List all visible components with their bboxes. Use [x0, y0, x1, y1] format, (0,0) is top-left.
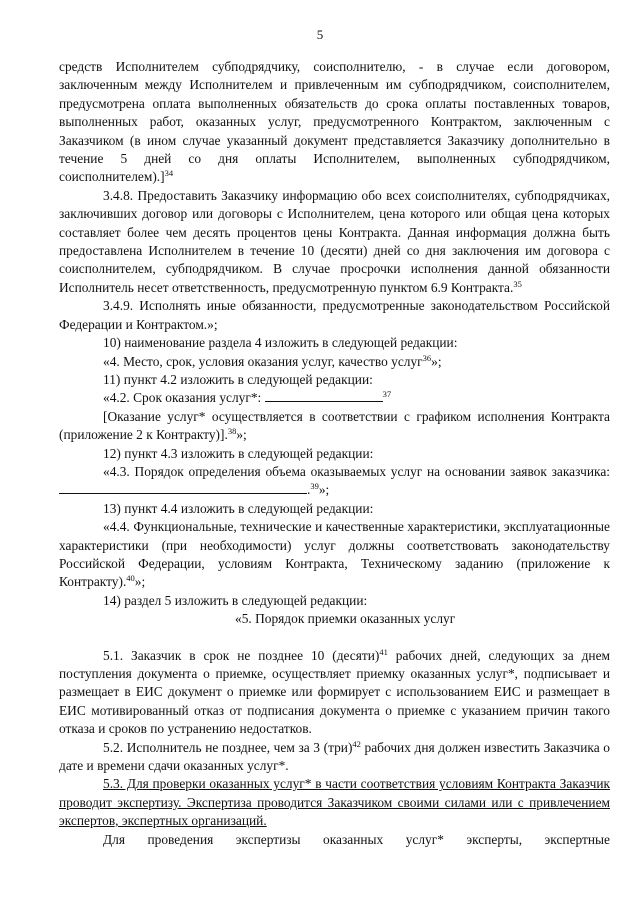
quote-end: »;: [134, 574, 146, 590]
footnote-ref-35[interactable]: 35: [513, 278, 522, 289]
fill-in-blank-line: [59, 481, 307, 494]
paragraph-text: «4.2. Срок оказания услуг*:: [103, 390, 265, 406]
footnote-ref-42[interactable]: 42: [352, 738, 361, 749]
paragraph-text: 5.3. Для проверки оказанных услуг* в части соответствия условиям Контракта Заказчик проводит экспертизу. Экспертиза проводится Заказчиком своими силами или с привлечением экспертов, экспертных организаций.: [59, 776, 610, 829]
quote-end: »;: [236, 427, 247, 443]
quote-end: »;: [431, 353, 442, 369]
footnote-ref-40[interactable]: 40: [126, 573, 135, 584]
amendment-12: 12) пункт 4.3 изложить в следующей редакции:: [103, 445, 374, 461]
clause-5-2: [59, 739, 610, 776]
fill-in-blank-line: [265, 389, 383, 402]
paragraph-expertise-continued: Для проведения экспертизы оказанных услуг* эксперты, экспертные: [103, 831, 610, 847]
clause-4-3: «4.3. Порядок определения объема оказываемых услуг на основании заявок заказчика: .$^{39}$»;: [59, 463, 610, 500]
amendment-13: 13) пункт 4.4 изложить в следующей редакции:: [103, 500, 374, 516]
footnote-ref-39[interactable]: 39: [310, 481, 319, 492]
clause-4-4: [59, 518, 610, 592]
blank-line-spacer: [59, 629, 610, 647]
paragraph-text: рабочих дней, следующих за днем поступления документа о приемке, осуществляет приемку оказанных услуг*, подписывает и размещает в ЕИС документ о приемке или формирует с использованием ЕИС и размещает в ЕИС мотивированный отказ от подписания документа о приемке с указанием причин такого отказа и сроков по устранению недостатков.: [59, 647, 610, 737]
clause-5-1: [59, 647, 610, 739]
paragraph-text: «4. Место, срок, условия оказания услуг, качество услуг: [103, 353, 423, 369]
quote-end: »;: [318, 482, 330, 498]
amendment-14: 14) раздел 5 изложить в следующей редакции:: [103, 592, 368, 608]
clause-5-3: [59, 775, 610, 830]
document-body: [59, 58, 610, 849]
amendment-10: 10) наименование раздела 4 изложить в следующей редакции:: [103, 335, 458, 351]
section-5-heading: «5. Порядок приемки оказанных услуг: [235, 611, 456, 627]
footnote-ref-38[interactable]: 38: [227, 426, 237, 437]
paragraph-text: средств Исполнителем субподрядчику, соисполнителю, - в случае если договором, заключенным между Исполнителем и привлеченным им субподрядчиком, соисполнителем, предусмотрена оплата выполненных обязательств до срока оплаты поставленных товаров, выполненных работ, оказанных услуг, предусмотренного Контрактом, заключенным с Заказчиком (в ином случае указанный документ представляется Заказчику дополнительно в течение 5 дней со дня оплаты Исполнителем, выполненных субподрядчиком, соисполнителем).]: [59, 59, 610, 185]
paragraph-text: «4.4. Функциональные, технические и качественные характеристики, эксплуатационные характеристики (при необходимости) услуг должны соответствовать законодательству Российской Федерации, условиям Контракта, Техническому заданию (приложение к Контракту).: [59, 519, 610, 590]
footnote-ref-34[interactable]: 34: [164, 168, 174, 179]
paragraph-text: 3.4.8. Предоставить Заказчику информацию обо всех соисполнителях, субподрядчиках, заключивших договор или договоры с Исполнителем, цена которого или общая цена которых составляет более чем десять процентов цены Контракта. Данная информация должна быть предоставлена Исполнителем в течение 10 (десяти) дней со дня заключения им договора с соисполнителем, субподрядчиком. В случае просрочки исполнения данной обязанности Исполнитель несет ответственность, предусмотренную пунктом 6.9 Контракта.: [59, 187, 610, 295]
paragraph-text: «4.3. Порядок определения объема оказываемых услуг на основании заявок заказчика:: [103, 463, 610, 479]
footnote-ref-37[interactable]: 37: [382, 389, 392, 400]
clause-3-4-9: 3.4.9. Исполнять иные обязанности, предусмотренные законодательством Российской Федерации и Контрактом.»;: [59, 298, 610, 332]
paragraph-text: 5.2. Исполнитель не позднее, чем за 3 (три): [103, 739, 353, 755]
footnote-ref-36[interactable]: 36: [422, 352, 432, 363]
paragraph-subcontractor-payment: [59, 58, 610, 187]
clause-3-4-8: [59, 187, 610, 297]
clause-4-2-alternative: [59, 408, 610, 445]
paragraph-text: рабочих дня должен известить Заказчика о дате и времени сдачи оказанных услуг*.: [59, 739, 610, 774]
section-4-title-quote: [59, 353, 610, 371]
footnote-ref-41[interactable]: 41: [379, 646, 388, 657]
page-number: 5: [316, 27, 324, 42]
paragraph-text: [Оказание услуг* осуществляется в соответствии с графиком исполнения Контракта (приложение 2 к Контракту)].: [59, 408, 610, 443]
amendment-11: 11) пункт 4.2 изложить в следующей редакции:: [103, 371, 373, 387]
paragraph-text: 5.1. Заказчик в срок не позднее 10 (десяти): [103, 647, 380, 663]
clause-4-2: [59, 389, 610, 407]
